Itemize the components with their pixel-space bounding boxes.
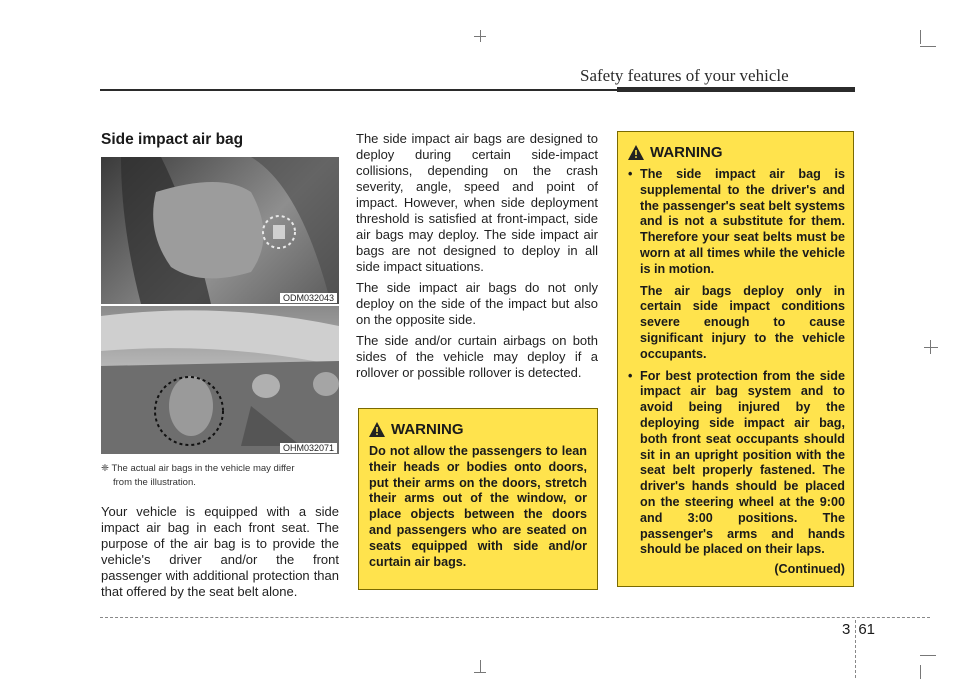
page-number	[842, 621, 875, 638]
paragraph-rollover: The side and/or curtain airbags on both sides of the vehicle may deploy if a rollover or possible rollover is detected.	[356, 333, 598, 380]
photo-code-2: OHM032071	[280, 443, 337, 453]
page-number-value: 61	[858, 621, 876, 638]
crop-mark	[474, 36, 486, 37]
warning-triangle-icon	[628, 145, 644, 160]
section-title: Side impact air bag	[101, 131, 244, 148]
warning-heading: WARNING	[391, 421, 464, 438]
crop-mark	[920, 30, 921, 44]
caption-symbol: ❈	[101, 463, 109, 474]
intro-paragraph: Your vehicle is equipped with a side impact air bag in each front seat. The purpose of the air bag is to provide the vehicle's driver and/or the front passenger with additional protection than that offered by the seat belt alone.	[101, 504, 339, 599]
crop-mark	[480, 660, 481, 672]
crop-mark	[920, 655, 936, 656]
crop-mark	[924, 347, 938, 348]
deploy-illustration	[101, 306, 339, 454]
side-airbag-deploy-photo	[101, 306, 339, 454]
warning-item	[628, 369, 845, 559]
warning-triangle-icon	[369, 422, 385, 437]
warning-text: Do not allow the passengers to lean their heads or bodies onto doors, put their arms on the doors, stretch their arms out of the window, or place objects between the doors and passengers who are seated on seats equipped with side and/or curtain air bags.	[369, 444, 587, 569]
photo-code-1: ODM032043	[280, 293, 337, 303]
warning-item-text: The side impact air bag is supplemental to the driver's and the passenger's seat belt systems and is not a substitute for them. Therefore your seat belts must be worn at all times while the vehicle is in motion.	[640, 167, 845, 276]
caption-line-2: from the illustration.	[113, 477, 196, 488]
warning-heading: WARNING	[650, 144, 723, 161]
warning-header	[369, 421, 587, 438]
warning-box-passengers	[358, 408, 598, 590]
paragraph-deployment: The side impact air bags are designed to deploy during certain side-impact collisions, depending on the crash severity, angle, speed and point of impact. However, when side deployment threshold is satisfied at front-impact, side air bags may deploy. The side impact air bags are not designed to deploy in all side impact situations.	[356, 131, 598, 274]
chapter-number: 3	[842, 621, 851, 638]
paragraph-opposite-side: The side impact air bags do not only deploy on the side of the impact but also on the opposite side.	[356, 280, 598, 327]
warning-box-side-airbag	[617, 131, 854, 587]
crop-mark	[920, 665, 921, 679]
warning-item	[628, 167, 845, 363]
seat-airbag-photo	[101, 157, 339, 304]
running-header: Safety features of your vehicle	[580, 66, 789, 85]
crop-mark	[474, 672, 486, 673]
illustration-caption	[101, 462, 341, 490]
caption-line-1: The actual air bags in the vehicle may differ	[111, 463, 295, 474]
continued-label: (Continued)	[774, 562, 845, 577]
crop-mark	[920, 46, 936, 47]
warning-sub-paragraph: The air bags deploy only in certain side impact conditions severe enough to cause significant injury to the vehicle occupants.	[640, 283, 845, 361]
middle-column-text	[356, 131, 598, 386]
seat-illustration	[101, 157, 339, 304]
header-rule-accent	[617, 87, 855, 92]
warning-item-text: For best protection from the side impact air bag system and to avoid being injured by the deploying side impact air bag, both front seat occupants should sit in an upright position with the seat belt properly fastened. The driver's hands should be placed on the steering wheel at the 9:00 and 3:00 positions. The passenger's arms and hands should be placed on their laps.	[640, 368, 845, 557]
footer-rule	[100, 617, 930, 618]
warning-header	[628, 144, 845, 161]
warning-list	[628, 167, 845, 558]
